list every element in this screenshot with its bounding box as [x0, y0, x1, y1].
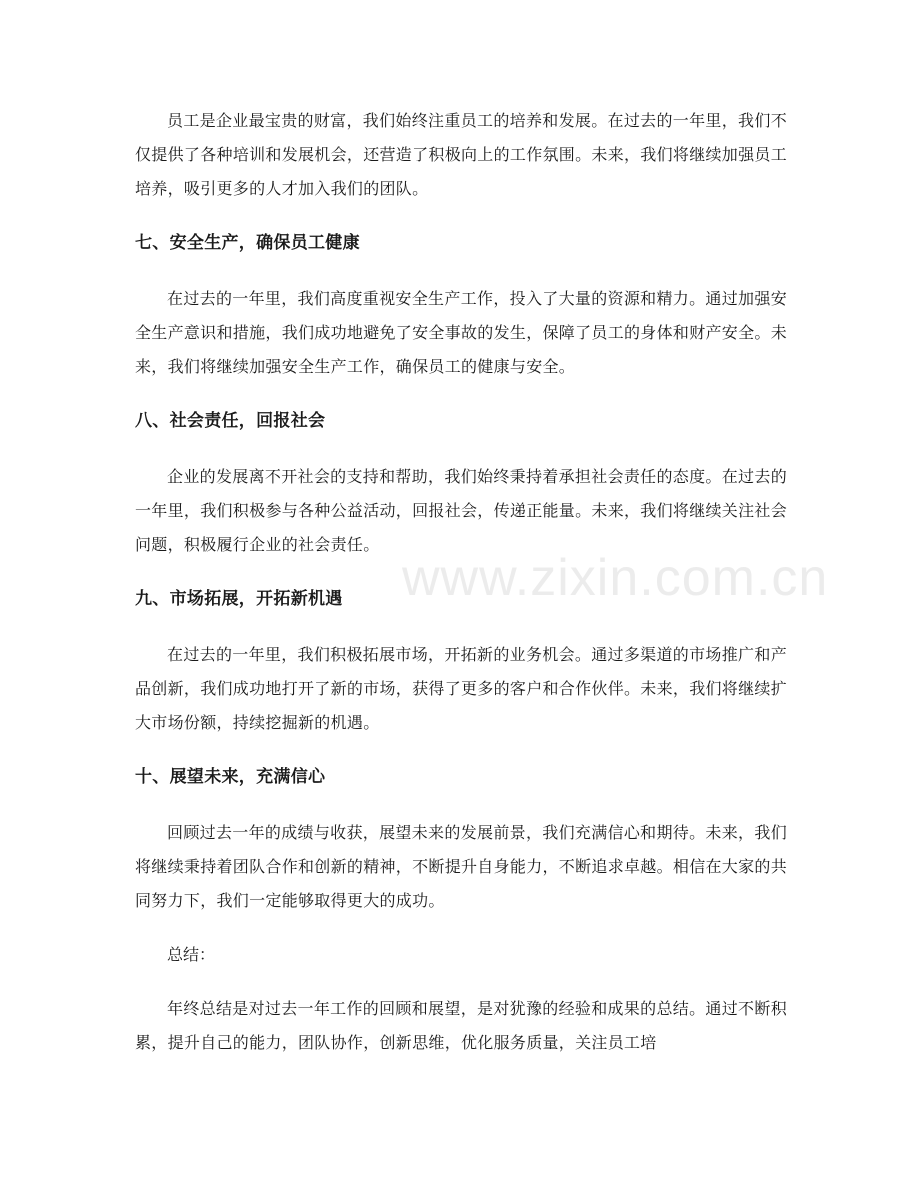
summary-paragraph: 年终总结是对过去一年工作的回顾和展望，是对犹豫的经验和成果的总结。通过不断积累，提升自己的能力，团队协作，创新思维，优化服务质量，关注员工培	[135, 999, 787, 1052]
section-10-heading: 十、展望未来，充满信心	[135, 767, 326, 787]
intro-paragraph: 员工是企业最宝贵的财富，我们始终注重员工的培养和发展。在过去的一年里，我们不仅提供了各种培训和发展机会，还营造了积极向上的工作氛围。未来，我们将继续加强员工培养，吸引更多的人才加入我们的团队。	[135, 111, 788, 198]
section-7-heading: 七、安全生产，确保员工健康	[135, 233, 360, 253]
watermark: www.zixin.com.cn	[402, 549, 829, 607]
section-9-paragraph: 在过去的一年里，我们积极拓展市场，开拓新的业务机会。通过多渠道的市场推广和产品创新，我们成功地打开了新的市场，获得了更多的客户和合作伙伴。未来，我们将继续扩大市场份额，持续挖掘新的机遇。	[135, 645, 788, 732]
section-8-paragraph: 企业的发展离不开社会的支持和帮助，我们始终秉持着承担社会责任的态度。在过去的一年里，我们积极参与各种公益活动，回报社会，传递正能量。未来，我们将继续关注社会问题，积极履行企业的社会责任。	[135, 467, 788, 554]
document-body	[135, 104, 787, 1080]
section-8-heading: 八、社会责任，回报社会	[135, 411, 326, 431]
summary-label: 总结：	[167, 945, 216, 964]
section-9-heading: 九、市场拓展，开拓新机遇	[135, 589, 343, 609]
section-7-paragraph: 在过去的一年里，我们高度重视安全生产工作，投入了大量的资源和精力。通过加强安全生产意识和措施，我们成功地避免了安全事故的发生，保障了员工的身体和财产安全。未来，我们将继续加强安全生产工作，确保员工的健康与安全。	[135, 289, 788, 376]
section-10-paragraph: 回顾过去一年的成绩与收获，展望未来的发展前景，我们充满信心和期待。未来，我们将继续秉持着团队合作和创新的精神，不断提升自身能力，不断追求卓越。相信在大家的共同努力下，我们一定能够取得更大的成功。	[135, 823, 788, 910]
